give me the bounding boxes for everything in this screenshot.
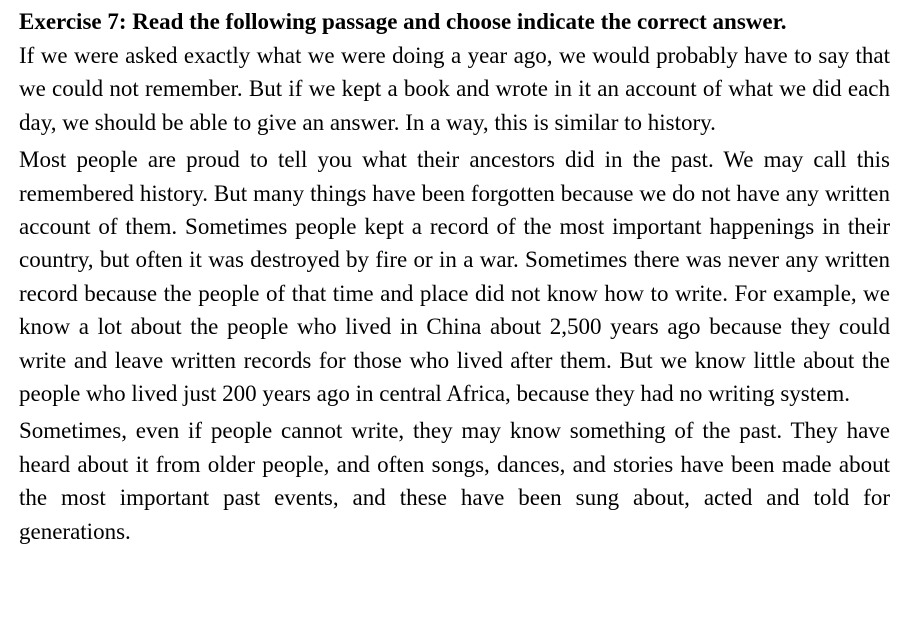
document-page (19, 0, 890, 548)
passage-paragraph-3: Sometimes, even if people cannot write, they may know something of the past. They have heard about it from older people, and often songs, dances, and stories have been made about the most important past events, and these have been sung about, acted and told for generations. (19, 418, 890, 544)
passage-paragraph-2: Most people are proud to tell you what their ancestors did in the past. We may call this remembered history. But many things have been forgotten because we do not have any written account of them. Sometimes people kept a record of the most important happenings in their country, but often it was destroyed by fire or in a war. Sometimes there was never any written record because the people of that time and place did not know how to write. For example, we know a lot about the people who lived in China about 2,500 years ago because they could write and leave written records for those who lived after them. But we know little about the people who lived just 200 years ago in central Africa, because they had no writing system. (19, 147, 890, 407)
exercise-heading: Exercise 7: Read the following passage and choose indicate the correct answer. (19, 9, 787, 34)
passage-paragraph-1: If we were asked exactly what we were doing a year ago, we would probably have to say that we could not remember. But if we kept a book and wrote in it an account of what we did each day, we should be able to give an answer. In a way, this is similar to history. (19, 43, 890, 135)
